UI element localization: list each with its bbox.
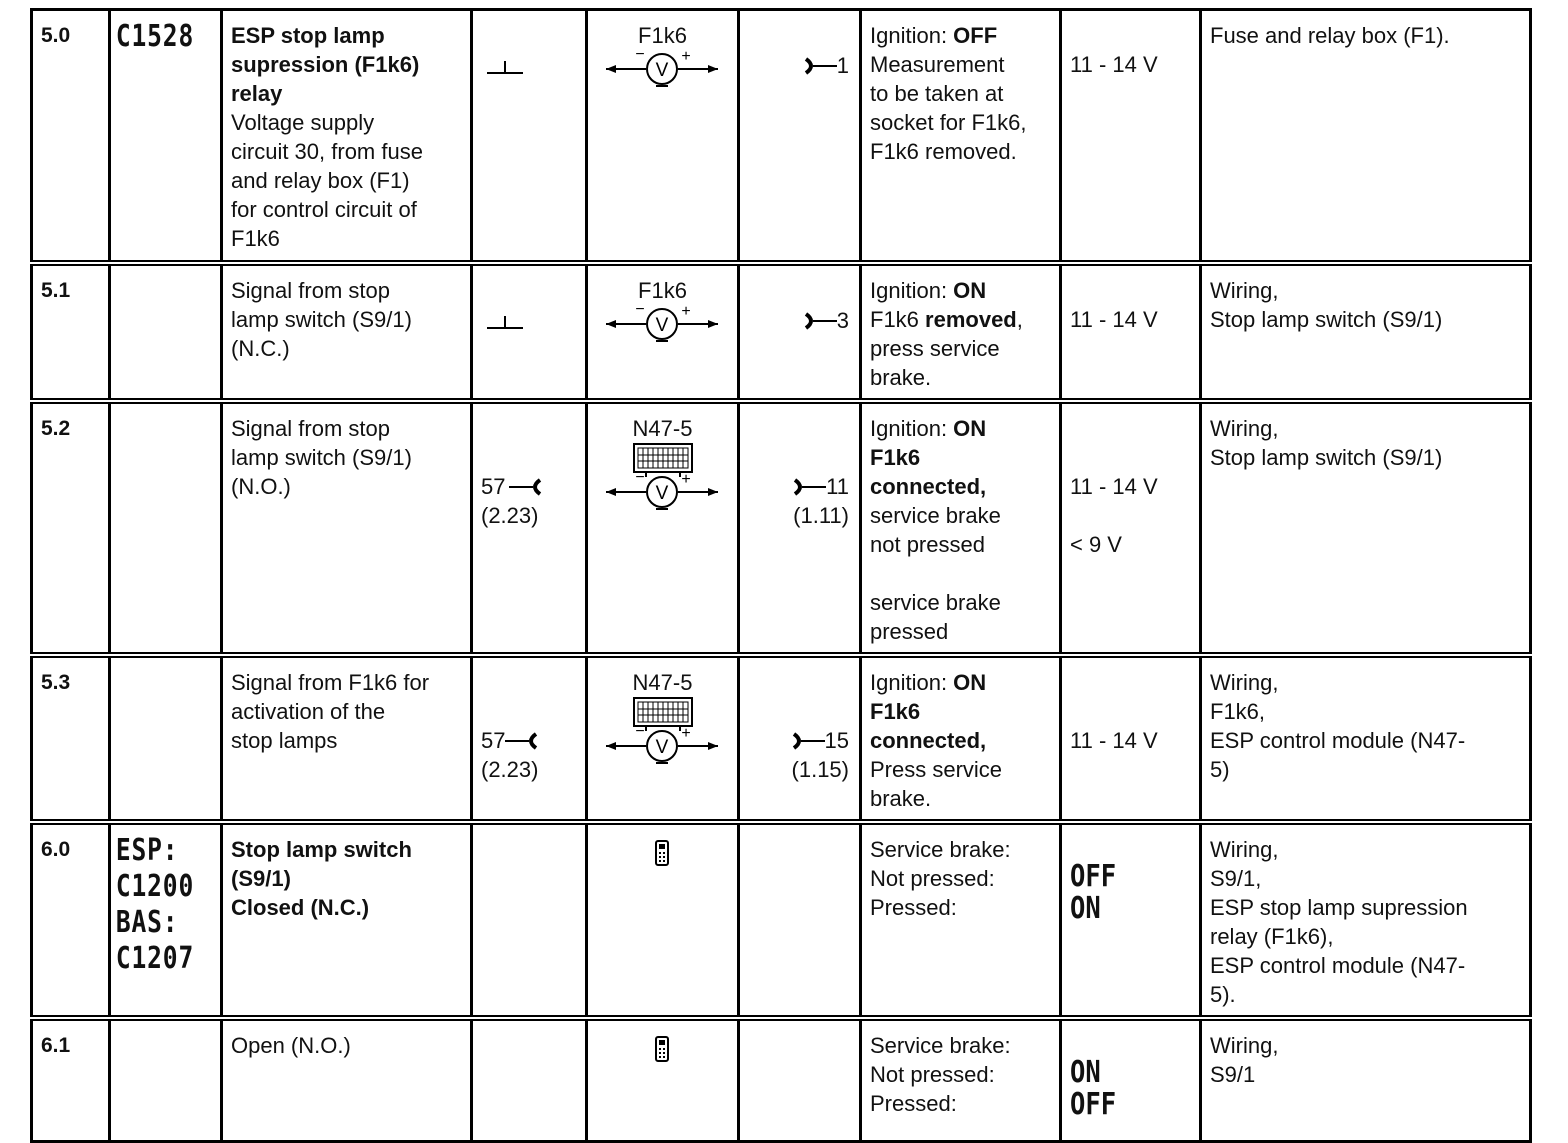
spec-cell	[1061, 10, 1201, 263]
step-number: 6.0	[41, 837, 71, 861]
condition-text: Pressed:	[870, 894, 957, 920]
step-number: 5.3	[41, 670, 71, 694]
tester-cell	[587, 1018, 739, 1142]
description-line: activation of the	[231, 698, 386, 724]
condition-line	[870, 530, 1051, 559]
condition-text: Ignition:	[870, 669, 954, 695]
description-title: relay	[231, 81, 283, 106]
description-title: Stop lamp switch	[231, 836, 412, 862]
condition-line	[870, 864, 1051, 893]
meter-label: F1k6	[638, 277, 687, 303]
remedy-line: Stop lamp switch (S9/1)	[1210, 444, 1443, 470]
description-line: and relay box (F1)	[231, 168, 410, 193]
remedy-line: Wiring,	[1210, 669, 1279, 695]
condition-text: not pressed	[870, 531, 985, 557]
remedy-line: Stop lamp switch (S9/1)	[1210, 306, 1443, 332]
fault-code-cell	[110, 1018, 222, 1142]
description-title: (S9/1)	[231, 865, 291, 891]
pin-sub: (2.23)	[481, 502, 539, 528]
condition-line	[870, 363, 1051, 392]
pin-sub: (2.23)	[481, 756, 539, 782]
remedy-line: F1k6,	[1210, 698, 1266, 724]
condition-line	[870, 617, 1051, 646]
pin-number: 57	[481, 473, 506, 499]
spec-value: 11 - 14 V	[1070, 473, 1158, 499]
meter-cell	[587, 401, 739, 655]
meter-label: F1k6	[638, 23, 687, 48]
description-cell	[222, 10, 472, 263]
description-cell	[222, 655, 472, 822]
condition-cell	[861, 401, 1061, 655]
condition-emphasis: ON	[953, 669, 987, 695]
description-title: Closed (N.C.)	[231, 894, 370, 920]
condition-emphasis: connected,	[870, 473, 987, 499]
condition-line	[870, 668, 1051, 697]
socket-icon	[505, 731, 539, 751]
socket-icon	[803, 56, 837, 76]
ground-icon	[485, 59, 525, 75]
condition-line	[870, 893, 1051, 922]
fault-code-cell	[110, 263, 222, 401]
condition-text: ,	[1016, 306, 1023, 332]
fault-code-cell	[110, 10, 222, 263]
condition-line	[870, 305, 1051, 334]
description-line: (N.C.)	[231, 335, 290, 361]
remedy-cell	[1201, 263, 1531, 401]
empty-cell	[739, 822, 861, 1018]
description-line: Voltage supply	[231, 110, 375, 135]
condition-emphasis: connected,	[870, 727, 987, 753]
remedy-cell	[1201, 822, 1531, 1018]
condition-cell	[861, 263, 1061, 401]
remedy-line: relay (F1k6),	[1210, 923, 1334, 949]
condition-text: socket for F1k6,	[870, 110, 1027, 135]
spec-value: 11 - 14 V	[1070, 727, 1158, 753]
condition-emphasis: F1k6	[870, 444, 921, 470]
condition-emphasis: ON	[953, 415, 987, 441]
step-number: 5.1	[41, 278, 71, 302]
ground-cell	[472, 10, 587, 263]
condition-text: Pressed:	[870, 1090, 957, 1116]
description-cell	[222, 1018, 472, 1142]
step-number: 5.2	[41, 416, 71, 440]
remedy-line: S9/1	[1210, 1061, 1256, 1087]
condition-text: Service brake:	[870, 1032, 1011, 1058]
socket-icon	[509, 477, 543, 497]
meter-label: N47-5	[632, 415, 693, 441]
description-line: lamp switch (S9/1)	[231, 306, 412, 332]
voltmeter-icon	[604, 726, 720, 766]
spec-value: 11 - 14 V	[1070, 306, 1158, 332]
condition-line	[870, 108, 1051, 137]
spec-cell	[1061, 655, 1201, 822]
empty-cell	[739, 1018, 861, 1142]
display-value: ON	[1070, 890, 1101, 926]
condition-cell	[861, 655, 1061, 822]
pin-cell	[739, 655, 861, 822]
condition-emphasis: ON	[953, 277, 987, 303]
condition-text: F1k6 removed.	[870, 139, 1017, 164]
table-row	[32, 401, 1531, 655]
pin-sub: (1.15)	[791, 756, 849, 782]
description-line: F1k6	[231, 226, 280, 251]
pin-cell	[739, 263, 861, 401]
condition-emphasis: OFF	[953, 23, 998, 48]
remedy-line: ESP stop lamp supression	[1210, 894, 1468, 920]
condition-line	[870, 697, 1051, 726]
remedy-cell	[1201, 401, 1531, 655]
remedy-line: Wiring,	[1210, 415, 1279, 441]
spec-value: < 9 V	[1070, 531, 1122, 557]
condition-line	[870, 414, 1051, 443]
description-title: supression (F1k6)	[231, 52, 420, 77]
pin-number: 3	[836, 307, 849, 333]
pin-number: 11	[826, 473, 849, 499]
fault-code-cell	[110, 655, 222, 822]
display-value: OFF	[1070, 858, 1117, 894]
meter-cell	[587, 10, 739, 263]
condition-text: Service brake:	[870, 836, 1011, 862]
fault-code: ESP:	[115, 832, 179, 868]
condition-text: press service	[870, 335, 1000, 361]
condition-text: pressed	[870, 618, 949, 644]
diagnostic-table	[30, 8, 1532, 1143]
pin-left-cell	[472, 655, 587, 822]
description-line: stop lamps	[231, 727, 338, 753]
description-line: circuit 30, from fuse	[231, 139, 423, 164]
condition-emphasis: removed	[925, 306, 1017, 332]
condition-text: Measurement	[870, 52, 1005, 77]
step-cell	[32, 401, 110, 655]
remedy-line: ESP control module (N47-	[1210, 952, 1466, 978]
condition-line	[870, 501, 1051, 530]
condition-cell	[861, 10, 1061, 263]
table-row	[32, 10, 1531, 263]
condition-cell	[861, 822, 1061, 1018]
socket-icon	[792, 477, 826, 497]
condition-cell	[861, 1018, 1061, 1142]
description-title: ESP stop lamp	[231, 23, 385, 48]
remedy-line: Fuse and relay box (F1).	[1210, 23, 1450, 48]
condition-text: Ignition:	[870, 415, 954, 441]
condition-emphasis: F1k6	[870, 698, 921, 724]
ground-cell	[472, 263, 587, 401]
condition-line	[870, 472, 1051, 501]
remedy-line: S9/1,	[1210, 865, 1262, 891]
condition-line	[870, 276, 1051, 305]
condition-line	[870, 443, 1051, 472]
condition-text: brake.	[870, 364, 932, 390]
empty-cell	[472, 822, 587, 1018]
display-value: ON	[1070, 1054, 1101, 1090]
condition-line	[870, 755, 1051, 784]
remedy-cell	[1201, 1018, 1531, 1142]
description-line: Open (N.O.)	[231, 1032, 351, 1058]
condition-text: to be taken at	[870, 81, 1004, 106]
pin-number: 57	[481, 727, 506, 753]
description-cell	[222, 401, 472, 655]
remedy-line: ESP control module (N47-	[1210, 727, 1466, 753]
pin-cell	[739, 10, 861, 263]
description-line: Signal from stop	[231, 277, 390, 303]
condition-line	[870, 726, 1051, 755]
description-line: for control circuit of	[231, 197, 417, 222]
tester-icon	[654, 839, 670, 867]
description-cell	[222, 822, 472, 1018]
table-row	[32, 1018, 1531, 1142]
empty-cell	[472, 1018, 587, 1142]
step-cell	[32, 655, 110, 822]
step-cell	[32, 822, 110, 1018]
fault-code: BAS:	[115, 904, 179, 940]
condition-line	[870, 1089, 1051, 1118]
condition-line	[870, 1060, 1051, 1089]
ground-icon	[485, 314, 525, 330]
condition-line	[870, 1031, 1051, 1060]
meter-label: N47-5	[632, 669, 693, 695]
condition-line	[870, 835, 1051, 864]
step-number: 6.1	[41, 1033, 71, 1057]
condition-line	[870, 79, 1051, 108]
fault-code: C1200	[115, 868, 195, 904]
spec-value: 11 - 14 V	[1070, 52, 1158, 77]
condition-line	[870, 784, 1051, 813]
tester-cell	[587, 822, 739, 1018]
step-cell	[32, 263, 110, 401]
condition-text: Press service	[870, 756, 1003, 782]
condition-text: Ignition:	[870, 277, 954, 303]
condition-line	[870, 137, 1051, 166]
condition-text: Not pressed:	[870, 1061, 995, 1087]
voltmeter-icon	[604, 49, 720, 89]
pin-cell	[739, 401, 861, 655]
condition-line	[870, 50, 1051, 79]
voltmeter-icon	[604, 472, 720, 512]
table-row	[32, 655, 1531, 822]
table-row	[32, 822, 1531, 1018]
remedy-line: 5)	[1210, 756, 1230, 782]
remedy-line: 5).	[1210, 981, 1236, 1007]
condition-text: Ignition:	[870, 23, 954, 48]
table-row	[32, 263, 1531, 401]
display-cell	[1061, 1018, 1201, 1142]
meter-cell	[587, 655, 739, 822]
pin-left-cell	[472, 401, 587, 655]
pin-number: 1	[836, 53, 849, 78]
description-line: Signal from stop	[231, 415, 390, 441]
description-line: (N.O.)	[231, 473, 291, 499]
description-line: Signal from F1k6 for	[231, 669, 430, 695]
spec-cell	[1061, 263, 1201, 401]
condition-text: Not pressed:	[870, 865, 995, 891]
socket-icon	[803, 311, 837, 331]
remedy-line: Wiring,	[1210, 836, 1279, 862]
remedy-cell	[1201, 10, 1531, 263]
fault-code-cell	[110, 822, 222, 1018]
step-number: 5.0	[41, 24, 71, 47]
condition-line	[870, 588, 1051, 617]
remedy-line: Wiring,	[1210, 277, 1279, 303]
meter-cell	[587, 263, 739, 401]
display-cell	[1061, 822, 1201, 1018]
display-value: OFF	[1070, 1086, 1117, 1122]
fault-code-cell	[110, 401, 222, 655]
description-line: lamp switch (S9/1)	[231, 444, 412, 470]
condition-text: service brake	[870, 502, 1001, 528]
spec-cell	[1061, 401, 1201, 655]
voltmeter-icon	[604, 304, 720, 344]
condition-text: service brake	[870, 589, 1001, 615]
condition-text: F1k6	[870, 306, 926, 332]
socket-icon	[791, 731, 825, 751]
fault-code: C1207	[115, 940, 195, 976]
condition-line	[870, 21, 1051, 50]
tester-icon	[654, 1035, 670, 1063]
remedy-line: Wiring,	[1210, 1032, 1279, 1058]
description-cell	[222, 263, 472, 401]
condition-line	[870, 559, 1051, 588]
pin-sub: (1.11)	[793, 502, 849, 528]
remedy-cell	[1201, 655, 1531, 822]
pin-number: 15	[824, 727, 849, 753]
condition-line	[870, 334, 1051, 363]
step-cell	[32, 10, 110, 263]
condition-text: brake.	[870, 785, 932, 811]
step-cell	[32, 1018, 110, 1142]
fault-code: C1528	[115, 19, 195, 54]
